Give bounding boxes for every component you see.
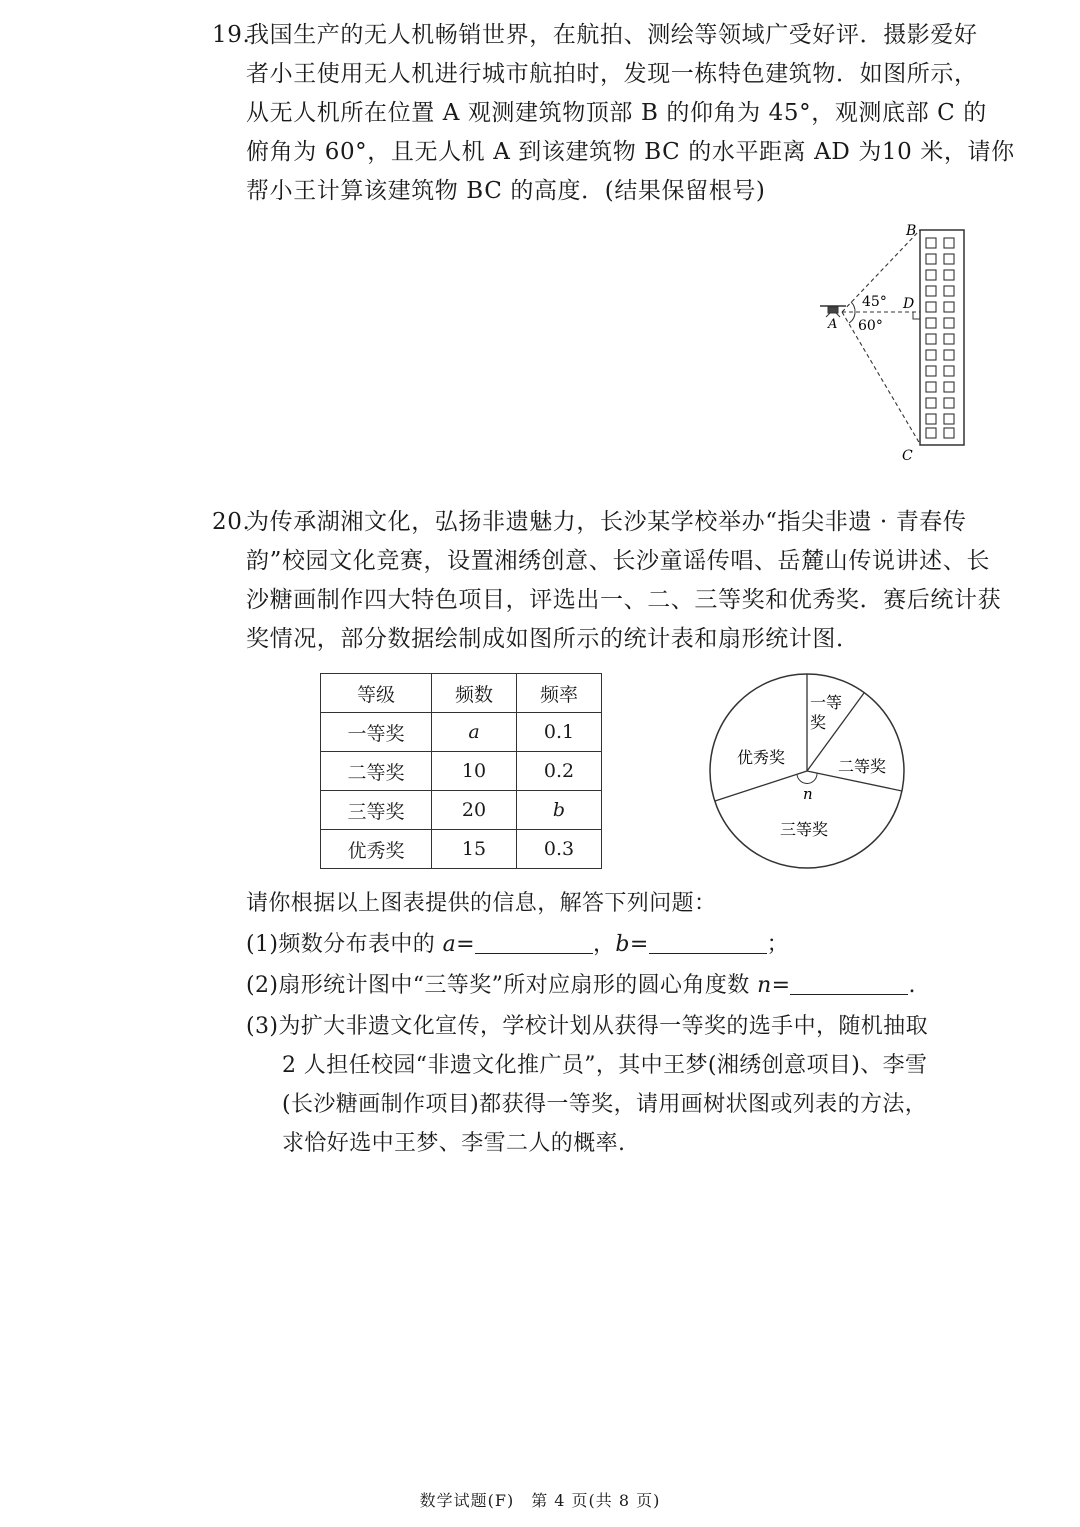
right-angle-mark <box>913 312 920 319</box>
table-cell: 0.3 <box>517 830 602 869</box>
label-a: A <box>828 317 838 332</box>
label-b: B <box>906 223 917 239</box>
sub1-prefix: (1)频数分布表中的 <box>246 932 443 957</box>
table-header: 频率 <box>517 674 602 713</box>
sub1-end: ； <box>766 932 790 957</box>
building <box>920 230 964 445</box>
q20-sub3 <box>246 1007 986 1163</box>
sub1-eq2: = <box>629 932 649 957</box>
q19-number: 19. <box>212 22 251 48</box>
table-cell: 二等奖 <box>321 752 432 791</box>
q20-line-2: 韵”校园文化竞赛，设置湘绣创意、长沙童谣传唱、岳麓山传说讲述、长 <box>246 548 990 574</box>
q20-line-1 <box>212 503 972 542</box>
pie-label-second: 二等奖 <box>838 757 887 776</box>
table-cell: 优秀奖 <box>321 830 432 869</box>
sub2-eq: = <box>771 973 791 998</box>
q19-text-1: 我国生产的无人机畅销世界，在航拍、测绘等领域广受好评．摄影爱好 <box>246 22 978 48</box>
sub3-line-2: 2 人担任校园“非遗文化推广员”，其中王梦(湘绣创意项目)、李雪 <box>282 1053 928 1078</box>
q20-line-4: 奖情况，部分数据绘制成如图所示的统计表和扇形统计图． <box>246 626 860 652</box>
pie-chart <box>702 672 912 872</box>
table-cell: 0.1 <box>517 713 602 752</box>
pie-label-first-2: 奖 <box>810 713 827 732</box>
table-row <box>321 752 602 791</box>
table-row <box>321 791 602 830</box>
answer-blank-n[interactable] <box>790 970 908 995</box>
table-cell: 15 <box>432 830 517 869</box>
table-cell: b <box>517 791 602 830</box>
table-cell: 10 <box>432 752 517 791</box>
pie-label-excellent: 优秀奖 <box>737 748 786 767</box>
q20-number: 20. <box>212 509 251 535</box>
sub1-comma: ， <box>592 932 616 957</box>
angle-label-45: 45° <box>862 294 887 310</box>
q19-line-5: 帮小王计算该建筑物 BC 的高度．(结果保留根号) <box>246 178 766 204</box>
table-header-row <box>321 674 602 713</box>
pie-label-third: 三等奖 <box>780 820 829 839</box>
q19-line-2: 者小王使用无人机进行城市航拍时，发现一栋特色建筑物．如图所示， <box>246 61 978 87</box>
var-b: b <box>615 932 630 957</box>
answer-blank-a[interactable] <box>475 929 593 954</box>
question-20 <box>212 503 1002 659</box>
table-header: 等级 <box>321 674 432 713</box>
table-cell: 20 <box>432 791 517 830</box>
table-row <box>321 830 602 869</box>
angle-arc-60 <box>849 312 855 323</box>
table-row <box>321 713 602 752</box>
answer-blank-b[interactable] <box>649 929 767 954</box>
q20-prompt: 请你根据以上图表提供的信息，解答下列问题： <box>246 891 717 916</box>
q20-sub2 <box>246 966 986 1005</box>
q20-sub1 <box>246 925 986 964</box>
q20-line-3: 沙糖画制作四大特色项目，评选出一、二、三等奖和优秀奖．赛后统计获 <box>246 587 1002 613</box>
sub3-line-4: 求恰好选中王梦、李雪二人的概率. <box>282 1131 626 1156</box>
page-footer: 数学试题(F) 第 4 页(共 8 页) <box>419 1491 661 1510</box>
table-cell: a <box>432 713 517 752</box>
q20-text-1: 为传承湖湘文化，弘扬非遗魅力，长沙某学校举办“指尖非遗 · 青春传 <box>246 509 967 535</box>
table-cell: 0.2 <box>517 752 602 791</box>
q19-line-4: 俯角为 60°，且无人机 A 到该建筑物 BC 的水平距离 AD 为10 米，请你 <box>246 139 1015 165</box>
angle-arc-45 <box>851 302 855 312</box>
drone-building-figure <box>800 218 980 468</box>
table-header: 频数 <box>432 674 517 713</box>
sub3-line-1: (3)为扩大非遗文化宣传，学校计划从获得一等奖的选手中，随机抽取 <box>246 1014 928 1039</box>
var-n: n <box>757 973 772 998</box>
sub3-line-3: (长沙糖画制作项目)都获得一等奖，请用画树状图或列表的方法， <box>282 1092 928 1117</box>
sub1-eq1: = <box>456 932 475 957</box>
pie-label-n: n <box>803 785 813 803</box>
sub2-end: . <box>908 973 916 998</box>
label-d: D <box>903 296 915 312</box>
q19-line-1 <box>212 16 978 55</box>
q19-line-3: 从无人机所在位置 A 观测建筑物顶部 B 的仰角为 45°，观测底部 C 的 <box>246 100 987 126</box>
question-19 <box>212 16 1015 211</box>
label-c: C <box>902 448 913 464</box>
sub2-prefix: (2)扇形统计图中“三等奖”所对应扇形的圆心角度数 <box>246 973 758 998</box>
statistics-table <box>320 673 602 869</box>
var-a: a <box>442 932 457 957</box>
angle-label-60: 60° <box>858 318 883 334</box>
table-cell: 三等奖 <box>321 791 432 830</box>
table-cell: 一等奖 <box>321 713 432 752</box>
pie-label-first-1: 一等 <box>810 693 843 712</box>
